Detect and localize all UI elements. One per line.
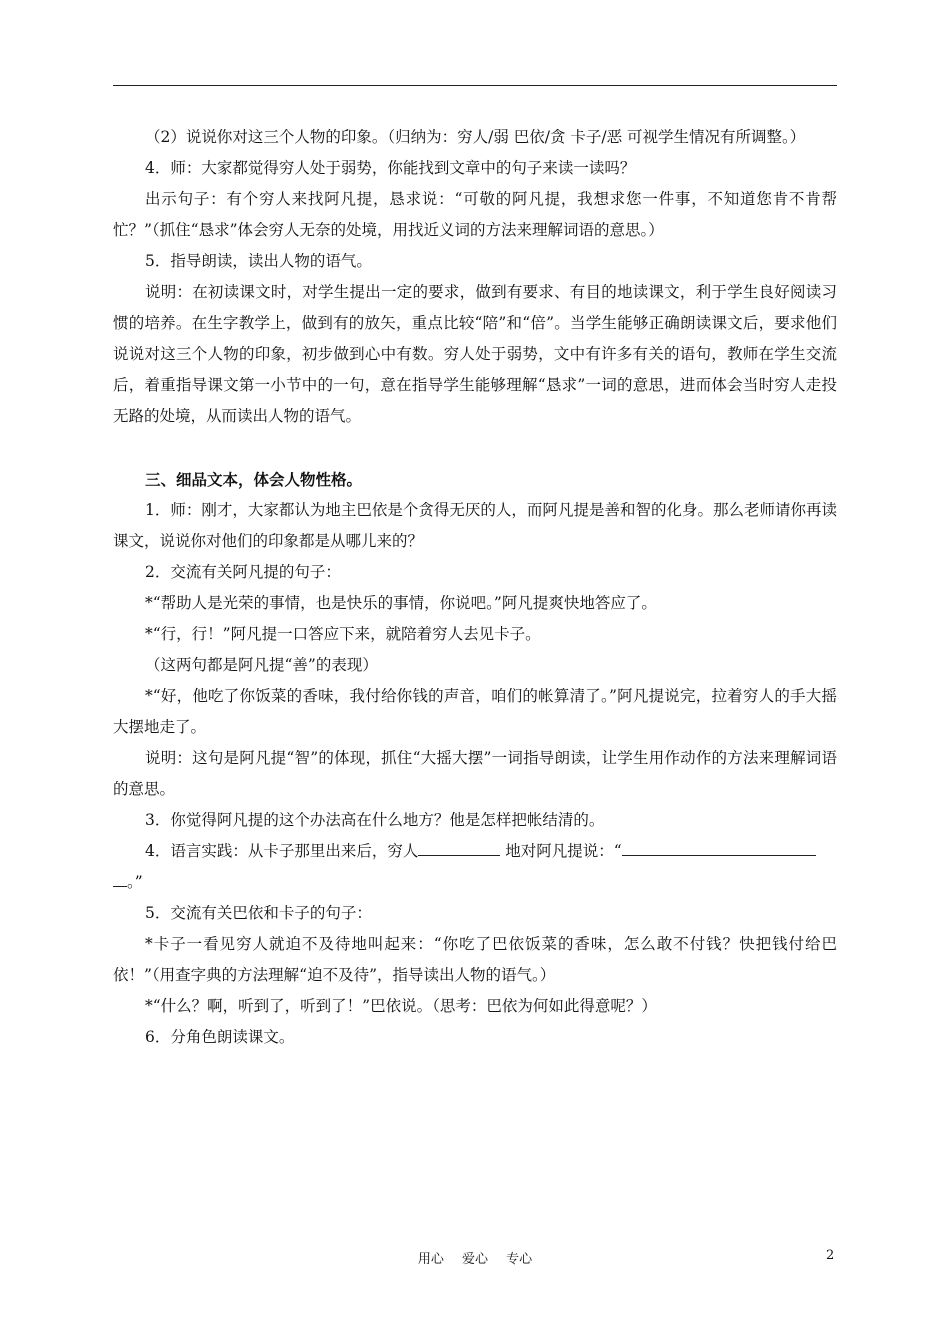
paragraph: 出示句子：有个穷人来找阿凡提，恳求说：“可敬的阿凡提，我想求您一件事，不知道您肯不肯帮忙？”（抓住“恳求”体会穷人无奈的处境，用找近义词的方法来理解词语的意思。） — [113, 190, 837, 239]
section-gap — [113, 432, 837, 464]
quote-item: *卡子一看见穷人就迫不及待地叫起来：“你吃了巴依饭菜的香味，怎么敢不付钱？快把钱付给巴依！”（用查字典的方法理解“迫不及待”，指导读出人物的语气。） — [113, 935, 837, 984]
paragraph: 4．师：大家都觉得穷人处于弱势，你能找到文章中的句子来读一读吗？ — [145, 159, 636, 177]
quote-item: *“行，行！”阿凡提一口答应下来，就陪着穷人去见卡子。 — [145, 625, 541, 643]
paragraph: 说明：这句是阿凡提“智”的体现，抓住“大摇大摆”一词指导朗读，让学生用作动作的方法来理解词语的意思。 — [113, 749, 837, 798]
section-heading: 三、细品文本，体会人物性格。 — [145, 470, 363, 489]
practice-item — [113, 836, 837, 898]
practice-text-2: 地对阿凡提说：“ — [500, 842, 622, 860]
paragraph: 说明：在初读课文时，对学生提出一定的要求，做到有要求、有目的地读课文，利于学生良好阅读习惯的培养。在生字教学上，做到有的放矢，重点比较“陪”和“倍”。当学生能够正确朗读课文后，要求他们说说对这三个人物的印象，初步做到心中有数。穷人处于弱势，文中有许多有关的语句，教师在学生交流后，着重指导课文第一小节中的一句，意在指导学生能够理解“恳求”一词的意思，进而体会当时穷人走投无路的处境，从而读出人物的语气。 — [113, 283, 837, 425]
paragraph: 1．师：刚才，大家都认为地主巴依是个贪得无厌的人，而阿凡提是善和智的化身。那么老师请你再读课文，说说你对他们的印象都是从哪儿来的？ — [113, 501, 837, 550]
practice-text-3: 。” — [127, 873, 143, 891]
paragraph: 6．分角色朗读课文。 — [145, 1028, 295, 1046]
practice-text-1: 4．语言实践：从卡子那里出来后，穷人 — [145, 842, 419, 860]
quote-item: *“什么？啊，听到了，听到了！”巴依说。（思考：巴依为何如此得意呢？） — [145, 997, 657, 1015]
quote-item: *“好，他吃了你饭菜的香味，我付给你钱的声音，咱们的帐算清了。”阿凡提说完，拉着穷人的手大摇大摆地走了。 — [113, 687, 837, 736]
note-line: （这两句都是阿凡提“善”的表现） — [145, 656, 378, 674]
quote-item: *“帮助人是光荣的事情，也是快乐的事情，你说吧。”阿凡提爽快地答应了。 — [145, 594, 657, 612]
paragraph: （2）说说你对这三个人物的印象。（归纳为：穷人/弱 巴依/贪 卡子/恶 可视学生情况有所调整。） — [145, 128, 806, 146]
header-rule — [113, 85, 837, 86]
paragraph: 2．交流有关阿凡提的句子： — [145, 563, 341, 581]
footer-motto: 用心 爱心 专心 — [417, 1252, 533, 1267]
blank-line — [113, 868, 127, 887]
paragraph: 5．交流有关巴依和卡子的句子： — [145, 904, 372, 922]
document-body — [113, 122, 837, 1053]
paragraph: 5．指导朗读，读出人物的语气。 — [145, 252, 372, 270]
blank-line — [622, 837, 816, 856]
blank-line — [418, 837, 500, 856]
page-number: 2 — [826, 1248, 835, 1263]
paragraph: 3．你觉得阿凡提的这个办法高在什么地方？他是怎样把帐结清的。 — [145, 811, 605, 829]
